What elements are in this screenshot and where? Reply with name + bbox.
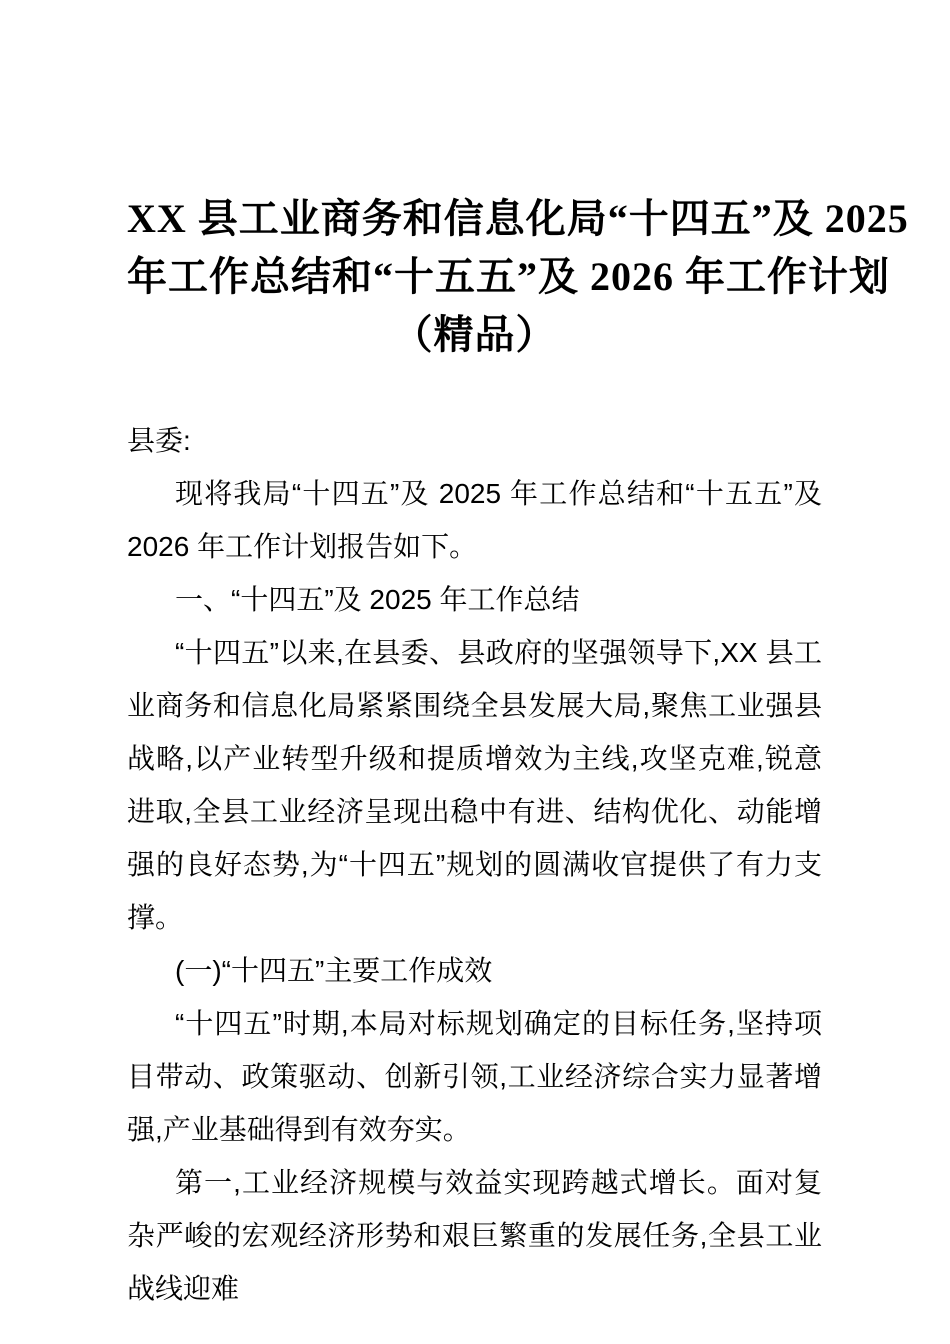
title-line-1: XX 县工业商务和信息化局“十四五”及 2025	[127, 196, 909, 241]
paragraph-overview: “十四五”以来,在县委、县政府的坚强领导下,XX 县工业商务和信息化局紧紧围绕全县发展大局,聚焦工业强县战略,以产业转型升级和提质增效为主线,攻坚克难,锐意进取,全县工业经济呈现出稳中有进、结构优化、动能增强的良好态势,为“十四五”规划的圆满收官提供了有力支撑。	[127, 637, 822, 933]
opening-paragraph: 现将我局“十四五”及 2025 年工作总结和“十五五”及 2026 年工作计划报告如下。	[127, 478, 822, 562]
paragraph-achievements-intro: “十四五”时期,本局对标规划确定的目标任务,坚持项目带动、政策驱动、创新引领,工业经济综合实力显著增强,产业基础得到有效夯实。	[127, 1008, 822, 1145]
subsection-heading-achievements: (一)“十四五”主要工作成效	[175, 955, 493, 986]
title-line-2: 年工作总结和“十五五”及 2026 年工作计划	[127, 254, 890, 299]
paragraph-first-point: 第一,工业经济规模与效益实现跨越式增长。面对复杂严峻的宏观经济形势和艰巨繁重的发展任务,全县工业战线迎难	[127, 1167, 822, 1304]
section-heading-part-one: 一、“十四五”及 2025 年工作总结	[175, 584, 580, 615]
salutation-line: 县委:	[127, 425, 191, 456]
document-body	[127, 414, 822, 1315]
document-title	[127, 190, 909, 364]
title-line-3: （精品）	[392, 312, 557, 357]
